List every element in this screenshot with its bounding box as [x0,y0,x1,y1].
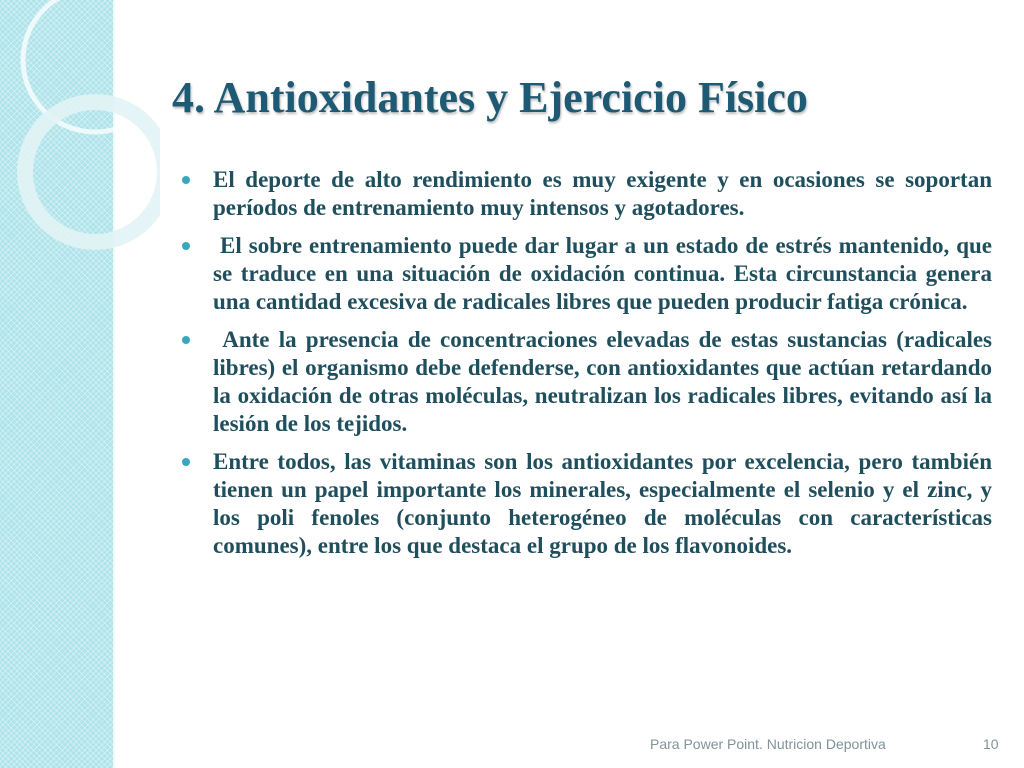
bullet-item [172,448,992,560]
bullet-dot-icon [182,242,190,250]
bullet-item [172,232,998,316]
bullet-dot-icon [182,176,190,184]
bullet-item [172,326,998,438]
bullet-list [172,166,998,570]
decorative-rings [0,0,160,260]
bullet-dot-icon [182,336,190,344]
bullet-text: El sobre entrenamiento puede dar lugar a un estado de estrés mantenido, que se traduce en una situación de oxidación continua. Esta circunstancia genera una cantidad excesiva de radicales libres que pueden producir fatiga crónica. [213,233,998,314]
slide-footer: Para Power Point. Nutricion Deportiva [650,736,886,752]
bullet-item [172,166,992,222]
bullet-text: El deporte de alto rendimiento es muy exigente y en ocasiones se soportan períodos de entrenamiento muy intensos y agotadores. [213,167,992,220]
bullet-text: Entre todos, las vitaminas son los antioxidantes por excelencia, pero también tienen un papel importante los minerales, especialmente el selenio y el zinc, y los poli fenoles (conjunto heterogéneo de moléculas con características comunes), entre los que destaca el grupo de los flavonoides. [213,449,992,558]
slide-title: 4. Antioxidantes y Ejercicio Físico [172,73,808,122]
page-number: 10 [983,736,999,752]
bullet-dot-icon [182,458,190,466]
decorative-ring-lower [25,102,160,242]
bullet-text: Ante la presencia de concentraciones elevadas de estas sustancias (radicales libres) el organismo debe defenderse, con antioxidantes que actúan retardando la oxidación de otras moléculas, neutralizan los radicales libres, evitando así la lesión de los tejidos. [213,327,998,436]
